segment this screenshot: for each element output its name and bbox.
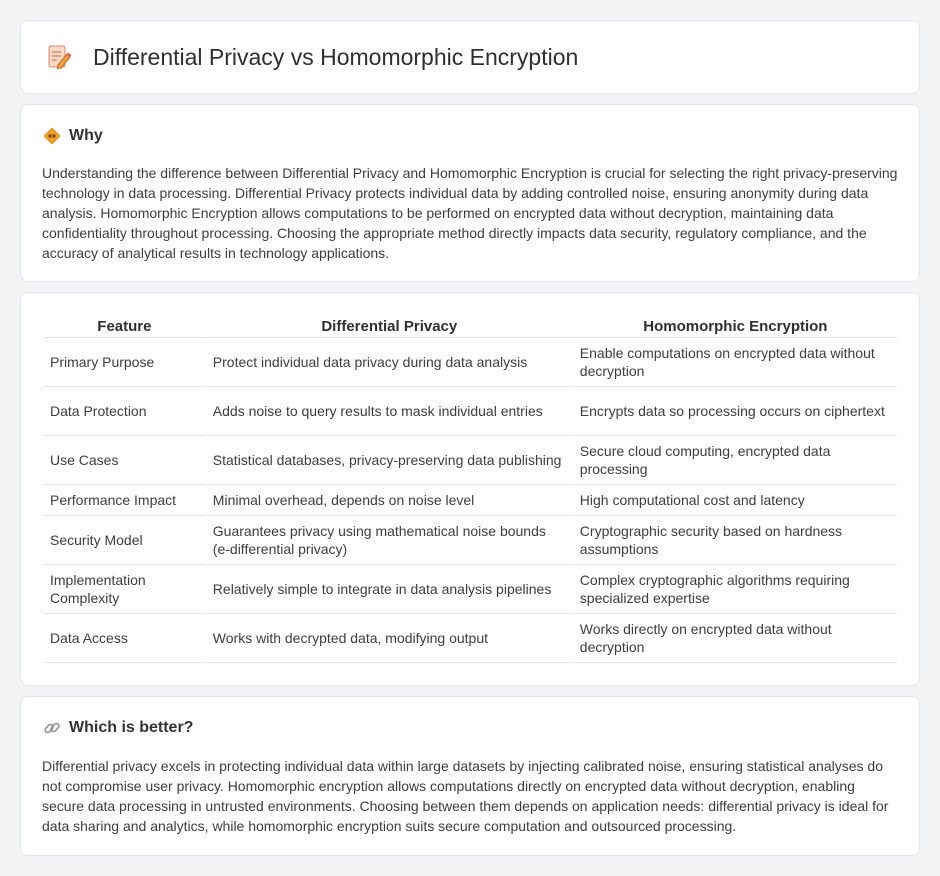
feature-cell: Primary Purpose — [44, 338, 205, 387]
title-card — [20, 20, 920, 94]
title-row — [45, 43, 578, 71]
comparison-table — [42, 313, 899, 663]
dp-cell: Works with decrypted data, modifying output — [207, 614, 572, 663]
comparison-section — [20, 292, 920, 686]
dp-cell: Protect individual data privacy during data analysis — [207, 338, 572, 387]
dp-cell: Adds noise to query results to mask individual entries — [207, 387, 572, 436]
feature-cell: Data Protection — [44, 387, 205, 436]
header-differential-privacy: Differential Privacy — [207, 313, 572, 338]
he-cell: High computational cost and latency — [574, 485, 897, 516]
which-better-section — [20, 696, 920, 856]
table-row — [44, 338, 897, 387]
header-feature: Feature — [44, 313, 205, 338]
dp-cell: Minimal overhead, depends on noise level — [207, 485, 572, 516]
dp-cell: Relatively simple to integrate in data analysis pipelines — [207, 565, 572, 614]
he-cell: Encrypts data so processing occurs on ciphertext — [574, 387, 897, 436]
table-row — [44, 436, 897, 485]
feature-cell: Use Cases — [44, 436, 205, 485]
why-text: Understanding the difference between Differential Privacy and Homomorphic Encryption is crucial for selecting the right privacy-preserving technology in data processing. Differential Privacy protects individual data by adding controlled noise, ensuring anonymity during data analysis. Homomorphic Encryption allows computations to be performed on encrypted data without decryption, maintaining data confidentiality throughout processing. Choosing the appropriate method directly impacts data security, regulatory compliance, and the accuracy of analytical results in technology applications. — [42, 165, 898, 261]
document-edit-icon — [45, 43, 73, 71]
header-homomorphic-encryption: Homomorphic Encryption — [574, 313, 897, 338]
table-header-row — [44, 313, 897, 338]
table-row — [44, 485, 897, 516]
table-row — [44, 565, 897, 614]
better-title: Which is better? — [69, 719, 194, 736]
why-section — [20, 104, 920, 282]
better-heading — [43, 719, 193, 737]
he-cell: Cryptographic security based on hardness assumptions — [574, 516, 897, 565]
he-cell: Secure cloud computing, encrypted data processing — [574, 436, 897, 485]
feature-cell: Security Model — [44, 516, 205, 565]
dp-cell: Statistical databases, privacy-preserving data publishing — [207, 436, 572, 485]
feature-cell: Implementation Complexity — [44, 565, 205, 614]
he-cell: Works directly on encrypted data without decryption — [574, 614, 897, 663]
feature-cell: Data Access — [44, 614, 205, 663]
diamond-sign-icon — [43, 127, 61, 145]
table-row — [44, 516, 897, 565]
he-cell: Enable computations on encrypted data without decryption — [574, 338, 897, 387]
he-cell: Complex cryptographic algorithms requiring specialized expertise — [574, 565, 897, 614]
link-icon — [43, 719, 61, 737]
better-text: Differential privacy excels in protecting individual data within large datasets by injecting calibrated noise, ensuring statistical analyses do not compromise user privacy. Homomorphic encryption allows computations directly on encrypted data without decryption, enabling secure data processing in untrusted environments. Choosing between them depends on application needs: differential privacy is ideal for data sharing and analytics, while homomorphic encryption suits secure computation and outsourced processing. — [42, 758, 889, 834]
feature-cell: Performance Impact — [44, 485, 205, 516]
dp-cell: Guarantees privacy using mathematical noise bounds (e-differential privacy) — [207, 516, 572, 565]
why-heading — [43, 127, 103, 145]
why-title: Why — [69, 127, 103, 144]
table-row — [44, 387, 897, 436]
page-title: Differential Privacy vs Homomorphic Encryption — [93, 43, 579, 70]
table-row — [44, 614, 897, 663]
